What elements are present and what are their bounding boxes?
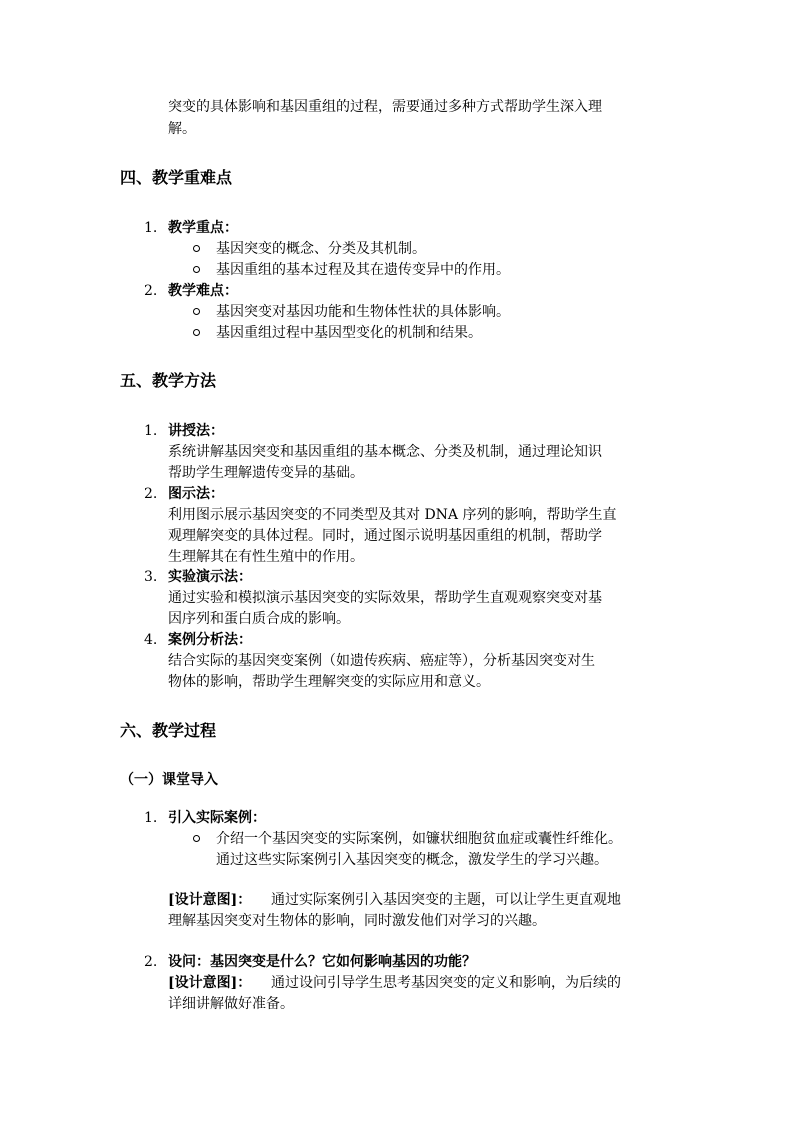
s6-item-2-number: 2. — [144, 954, 158, 970]
s5-item-3-line-2: 因序列和蛋白质合成的影响。 — [168, 611, 350, 627]
s5-item-3-number: 3. — [144, 569, 158, 585]
s4-item-2-bullet-2: 基因重组过程中基因型变化的机制和结果。 — [216, 325, 482, 341]
section-4-heading: 四、教学重难点 — [120, 168, 233, 187]
s4-item-2-bullet-1: 基因突变对基因功能和生物体性状的具体影响。 — [216, 304, 510, 320]
s6-item-1-bullet-line-1: 介绍一个基因突变的实际案例，如镰状细胞贫血症或囊性纤维化。 — [216, 831, 622, 847]
s6-item-2-design-line-2: 详细讲解做好准备。 — [168, 996, 294, 1012]
s4-item-2-number: 2. — [144, 283, 158, 299]
s5-item-4-line-2: 物体的影响，帮助学生理解突变的实际应用和意义。 — [168, 674, 490, 690]
intro-line-1: 突变的具体影响和基因重组的过程，需要通过多种方式帮助学生深入理 — [168, 99, 602, 115]
s5-item-3-line-1: 通过实验和模拟演示基因突变的实际效果，帮助学生直观观察突变对基 — [168, 590, 602, 606]
section-6-sub-1-heading: （一）课堂导入 — [120, 772, 218, 788]
intro-line-2: 解。 — [168, 121, 196, 137]
bullet-icon — [193, 266, 200, 273]
s6-item-2-design-label: [设计意图]： — [168, 975, 252, 991]
s6-item-1-label: 引入实际案例： — [168, 810, 266, 826]
s5-item-1-label: 讲授法： — [168, 423, 224, 439]
s4-item-1-label: 教学重点： — [168, 220, 238, 236]
bullet-icon — [193, 308, 200, 315]
s5-item-4-number: 4. — [144, 632, 158, 648]
s5-item-1-number: 1. — [144, 423, 158, 439]
s5-item-4-line-1: 结合实际的基因突变案例（如遗传疾病、癌症等），分析基因突变对生 — [168, 653, 595, 669]
s6-item-1-design-line-2: 理解基因突变对生物体的影响，同时激发他们对学习的兴趣。 — [168, 913, 546, 929]
s5-item-4-label: 案例分析法： — [168, 632, 252, 648]
s6-item-1-number: 1. — [144, 810, 158, 826]
s6-item-2-design-line-1: 通过设问引导学生思考基因突变的定义和影响，为后续的 — [271, 975, 621, 991]
section-6-heading: 六、教学过程 — [120, 721, 217, 740]
s5-item-1-line-1: 系统讲解基因突变和基因重组的基本概念、分类及机制，通过理论知识 — [168, 444, 602, 460]
s5-item-2-label: 图示法： — [168, 486, 224, 502]
s6-item-1-design-label: [设计意图]： — [168, 892, 252, 908]
s4-item-1-bullet-1: 基因突变的概念、分类及其机制。 — [216, 241, 426, 257]
s5-item-2-line-2: 观理解突变的具体过程。同时，通过图示说明基因重组的机制，帮助学 — [168, 528, 602, 544]
s5-item-2-line-1: 利用图示展示基因突变的不同类型及其对 DNA 序列的影响，帮助学生直 — [168, 507, 617, 523]
s4-item-2-label: 教学难点： — [168, 283, 238, 299]
bullet-icon — [193, 835, 200, 842]
bullet-icon — [193, 245, 200, 252]
section-5-heading: 五、教学方法 — [120, 371, 217, 390]
s5-item-3-label: 实验演示法： — [168, 569, 252, 585]
s6-item-1-bullet-line-2: 通过这些实际案例引入基因突变的概念，激发学生的学习兴趣。 — [216, 852, 608, 868]
s6-item-1-design-line-1: 通过实际案例引入基因突变的主题，可以让学生更直观地 — [271, 892, 621, 908]
s4-item-1-bullet-2: 基因重组的基本过程及其在遗传变异中的作用。 — [216, 262, 510, 278]
s4-item-1-number: 1. — [144, 220, 158, 236]
s5-item-2-number: 2. — [144, 486, 158, 502]
s5-item-2-line-3: 生理解其在有性生殖中的作用。 — [168, 549, 364, 565]
s5-item-1-line-2: 帮助学生理解遗传变异的基础。 — [168, 465, 364, 481]
bullet-icon — [193, 329, 200, 336]
s6-item-2-label: 设问：基因突变是什么？它如何影响基因的功能？ — [168, 954, 476, 970]
